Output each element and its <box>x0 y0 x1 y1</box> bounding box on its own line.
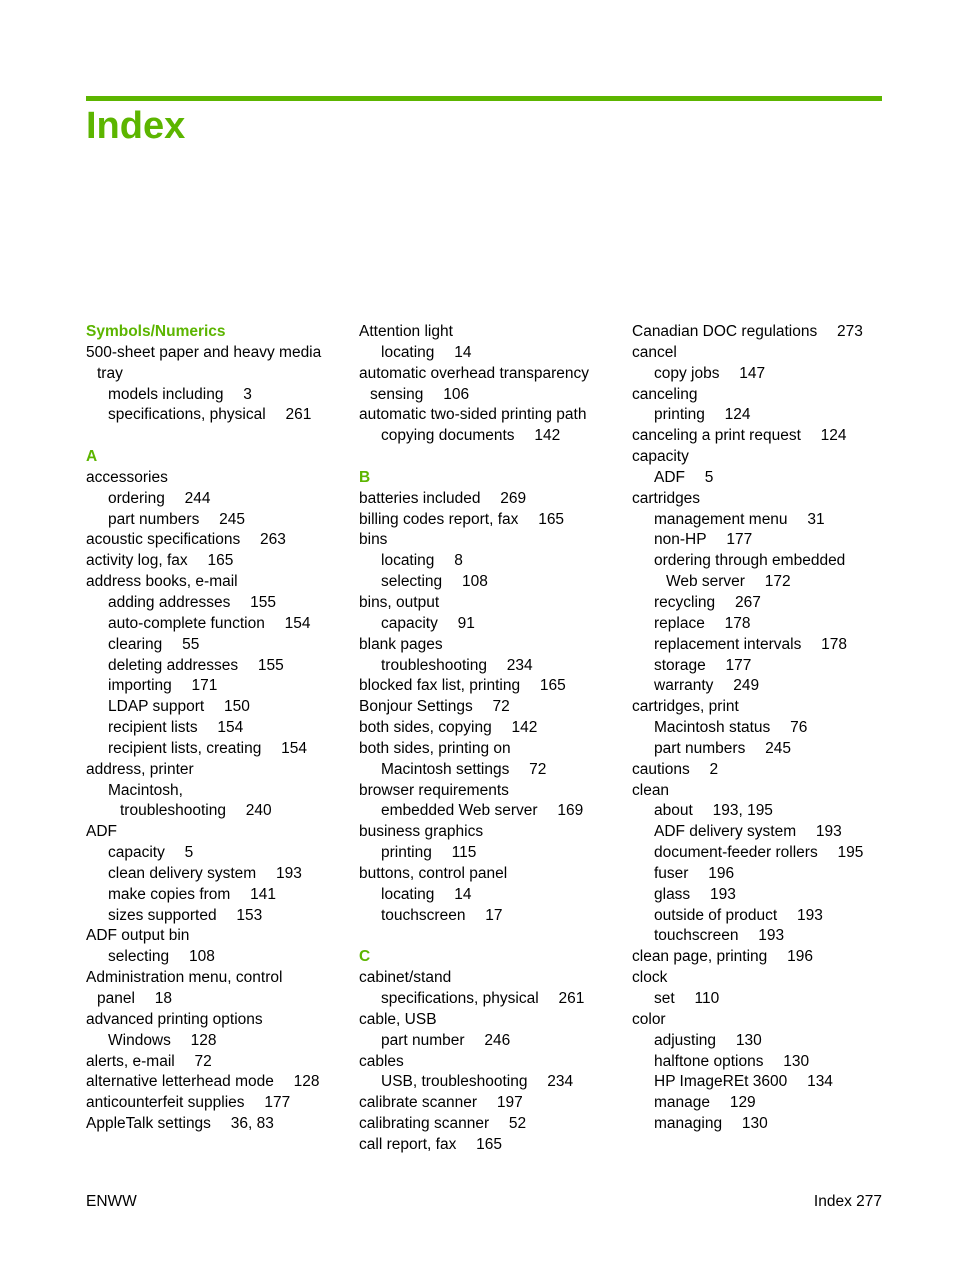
index-entry: clean page, printing 196 <box>632 948 813 966</box>
index-entry: Administration menu, control <box>86 969 283 987</box>
index-entry: cancel <box>632 343 677 361</box>
index-entry: buttons, control panel <box>359 864 508 882</box>
index-section-heading: C <box>359 948 371 966</box>
index-entry: auto-complete function 154 <box>108 614 311 632</box>
index-entry: browser requirements <box>359 781 509 799</box>
section-gap <box>86 426 351 447</box>
index-entry: copy jobs 147 <box>654 364 766 382</box>
index-entry: both sides, printing on <box>359 739 511 757</box>
index-entry: ADF delivery system 193 <box>654 823 842 841</box>
index-entry: touchscreen 193 <box>654 927 785 945</box>
index-entry: document-feeder rollers 195 <box>654 844 864 862</box>
index-entry: Web server 172 <box>666 573 791 591</box>
index-entry: LDAP support 150 <box>108 698 250 716</box>
index-entry: recipient lists, creating 154 <box>108 739 308 757</box>
index-entry: both sides, copying 142 <box>359 719 538 737</box>
index-entry: printing 124 <box>654 406 751 424</box>
footer-page-number: Index 277 <box>813 1193 882 1210</box>
index-entry: Macintosh settings 72 <box>381 760 547 778</box>
index-entry: locating 14 <box>381 885 472 903</box>
index-entry: specifications, physical 261 <box>108 406 312 424</box>
index-entry: importing 171 <box>108 677 218 695</box>
index-entry: fuser 196 <box>654 864 735 882</box>
index-entry: alternative letterhead mode 128 <box>86 1073 320 1091</box>
index-entry: ordering 244 <box>108 489 211 507</box>
index-entry: tray <box>97 364 123 382</box>
index-entry: adding addresses 155 <box>108 593 277 611</box>
index-entry: business graphics <box>359 823 484 841</box>
index-entry: troubleshooting 240 <box>120 802 272 820</box>
index-entry: capacity 91 <box>381 614 475 632</box>
index-entry: cartridges, print <box>632 698 739 716</box>
index-entry: about 193, 195 <box>654 802 773 820</box>
index-entry: halftone options 130 <box>654 1052 810 1070</box>
index-entry: cabinet/stand <box>359 969 452 987</box>
index-entry: copying documents 142 <box>381 427 561 445</box>
index-entry: address books, e-mail <box>86 573 238 591</box>
page-title: Index <box>86 105 186 147</box>
index-entry: printing 115 <box>381 844 477 862</box>
index-entry: cautions 2 <box>632 760 719 778</box>
index-entry: advanced printing options <box>86 1010 263 1028</box>
index-entry: clock <box>632 969 668 987</box>
index-entry: AppleTalk settings 36, 83 <box>86 1115 274 1133</box>
index-entry: capacity <box>632 448 689 466</box>
index-entry: Attention light <box>359 323 453 340</box>
index-entry: selecting 108 <box>381 573 488 591</box>
index-entry: calibrating scanner 52 <box>359 1115 527 1133</box>
index-entry: troubleshooting 234 <box>381 656 533 674</box>
index-entry: locating 8 <box>381 552 463 570</box>
index-entry: touchscreen 17 <box>381 906 503 924</box>
index-entry: clean <box>632 781 670 799</box>
index-entry: panel 18 <box>97 990 172 1007</box>
index-entry: models including 3 <box>108 385 252 403</box>
index-entry: bins <box>359 531 388 549</box>
index-entry: Bonjour Settings 72 <box>359 698 510 716</box>
index-entry: Windows 128 <box>108 1031 217 1049</box>
index-entry: call report, fax 165 <box>359 1135 503 1153</box>
index-entry: set 110 <box>654 990 720 1007</box>
index-entry: canceling a print request 124 <box>632 427 847 445</box>
index-column-1 <box>86 322 351 1135</box>
index-entry: embedded Web server 169 <box>381 802 584 820</box>
index-entry: manage 129 <box>654 1094 756 1112</box>
index-entry: ADF 5 <box>654 468 714 486</box>
index-entry: part numbers 245 <box>108 510 245 528</box>
section-gap <box>359 926 624 947</box>
index-entry: alerts, e-mail 72 <box>86 1052 212 1070</box>
index-entry: recycling 267 <box>654 593 761 611</box>
index-entry: warranty 249 <box>654 677 760 695</box>
index-entry: activity log, fax 165 <box>86 552 234 570</box>
index-entry: managing 130 <box>654 1115 768 1133</box>
index-entry: part numbers 245 <box>654 739 791 757</box>
index-entry: replace 178 <box>654 614 751 632</box>
index-entry: HP ImageREt 3600 134 <box>654 1073 833 1091</box>
index-entry: replacement intervals 178 <box>654 635 847 653</box>
index-entry: color <box>632 1010 666 1028</box>
index-entry: deleting addresses 155 <box>108 656 284 674</box>
index-entry: canceling <box>632 385 698 403</box>
index-entry: automatic overhead transparency <box>359 364 590 382</box>
index-entry: ADF <box>86 823 117 841</box>
index-entry: locating 14 <box>381 343 472 361</box>
index-entry: outside of product 193 <box>654 906 823 924</box>
index-entry: clearing 55 <box>108 635 200 653</box>
index-entry: Macintosh, <box>108 781 183 799</box>
index-entry: clean delivery system 193 <box>108 864 302 882</box>
index-entry: cable, USB <box>359 1010 437 1028</box>
index-entry: Canadian DOC regulations 273 <box>632 323 863 340</box>
index-entry: batteries included 269 <box>359 489 527 507</box>
index-entry: calibrate scanner 197 <box>359 1094 523 1112</box>
index-entry: ordering through embedded <box>654 552 846 570</box>
index-entry: specifications, physical 261 <box>381 990 585 1007</box>
title-rule <box>86 96 882 101</box>
index-entry: blank pages <box>359 635 443 653</box>
section-gap <box>359 447 624 468</box>
index-entry: cartridges <box>632 489 701 507</box>
index-entry: sizes supported 153 <box>108 906 263 924</box>
index-section-heading: A <box>86 448 98 466</box>
index-entry: management menu 31 <box>654 510 825 528</box>
index-column-2 <box>359 322 624 1156</box>
index-entry: capacity 5 <box>108 844 194 862</box>
index-entry: selecting 108 <box>108 948 215 966</box>
index-entry: accessories <box>86 468 168 486</box>
index-column-3 <box>632 322 897 1135</box>
index-entry: blocked fax list, printing 165 <box>359 677 566 695</box>
index-entry: ADF output bin <box>86 927 190 945</box>
index-entry: make copies from 141 <box>108 885 276 903</box>
index-entry: automatic two-sided printing path <box>359 406 587 424</box>
index-section-heading: Symbols/Numerics <box>86 323 226 340</box>
index-entry: USB, troubleshooting 234 <box>381 1073 574 1091</box>
index-entry: bins, output <box>359 593 440 611</box>
index-entry: storage 177 <box>654 656 752 674</box>
index-entry: part number 246 <box>381 1031 511 1049</box>
index-entry: non-HP 177 <box>654 531 753 549</box>
index-entry: cables <box>359 1052 404 1070</box>
index-entry: recipient lists 154 <box>108 719 244 737</box>
index-entry: glass 193 <box>654 885 736 903</box>
index-entry: billing codes report, fax 165 <box>359 510 565 528</box>
footer-left: ENWW <box>86 1193 137 1210</box>
index-entry: acoustic specifications 263 <box>86 531 286 549</box>
index-entry: sensing 106 <box>370 385 470 403</box>
index-entry: 500-sheet paper and heavy media <box>86 343 322 361</box>
index-entry: adjusting 130 <box>654 1031 762 1049</box>
index-entry: address, printer <box>86 760 194 778</box>
index-entry: Macintosh status 76 <box>654 719 808 737</box>
index-entry: anticounterfeit supplies 177 <box>86 1094 291 1112</box>
index-section-heading: B <box>359 468 371 486</box>
